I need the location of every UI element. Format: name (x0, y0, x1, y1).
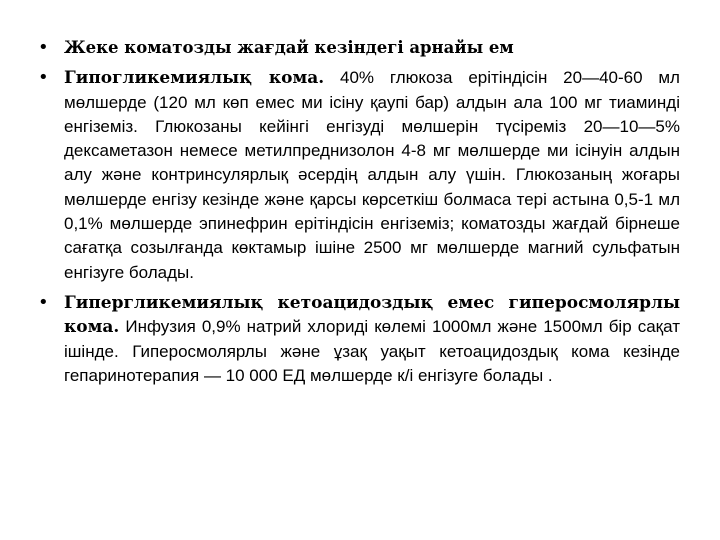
bullet-dot-icon: • (38, 37, 49, 58)
slide-content (38, 36, 680, 516)
bullet-lead-hypoglycemic: Гипогликемиялық кома. (64, 68, 325, 89)
bullet-item-title (38, 36, 680, 60)
bullet-dot-icon: • (38, 67, 49, 89)
bullet-text-hypoglycemic: 40% глюкоза ерітіндісін 20—40-60 мл мөлшерде (120 мл көп емес ми ісіну қаупі бар) алдын ала 100 мг тиаминді енгіземіз. Глюкозаны кейінгі енгізуді мөлшерін түсіреміз 20—10—5% дексаметазон немесе метилпреднизолон 4-8 мг мөлшерде ми ісінуін алдын алу және контринсулярлық әсердің алдын алу үшін. Глюкозаның жоғары мөлшерде енгізу кезінде және қарсы көрсеткіш болмаса тері астына 0,5-1 мл 0,1% мөлшерде эпинефрин ерітіндісін енгіземіз; коматозды жағдай бірнеше сағатқа созылғанда көктамыр ішіне 2500 мг мөлшерде магний сульфатын енгізуге болады. (64, 68, 680, 282)
bullet-item-hyperglycemic (38, 291, 680, 388)
bullet-list (38, 36, 680, 388)
bullet-item-hypoglycemic (38, 66, 680, 285)
bullet-text-hyperglycemic: Инфузия 0,9% натрий хлориді көлемі 1000мл және 1500мл бір сақат ішінде. Гиперосмолярлы және ұзақ уақыт кетоацидоздық кома кезінде гепаринотерапия — 10 000 ЕД мөлшерде к/і енгізуге болады . (64, 317, 680, 385)
slide-title: Жеке коматозды жағдай кезіндегі арнайы ем (64, 38, 514, 57)
bullet-dot-icon: • (38, 291, 49, 313)
bullet-lead-hyperglycemic: Гипергликемиялық кетоацидоздық емес гиперосмолярлы кома. (64, 292, 680, 338)
